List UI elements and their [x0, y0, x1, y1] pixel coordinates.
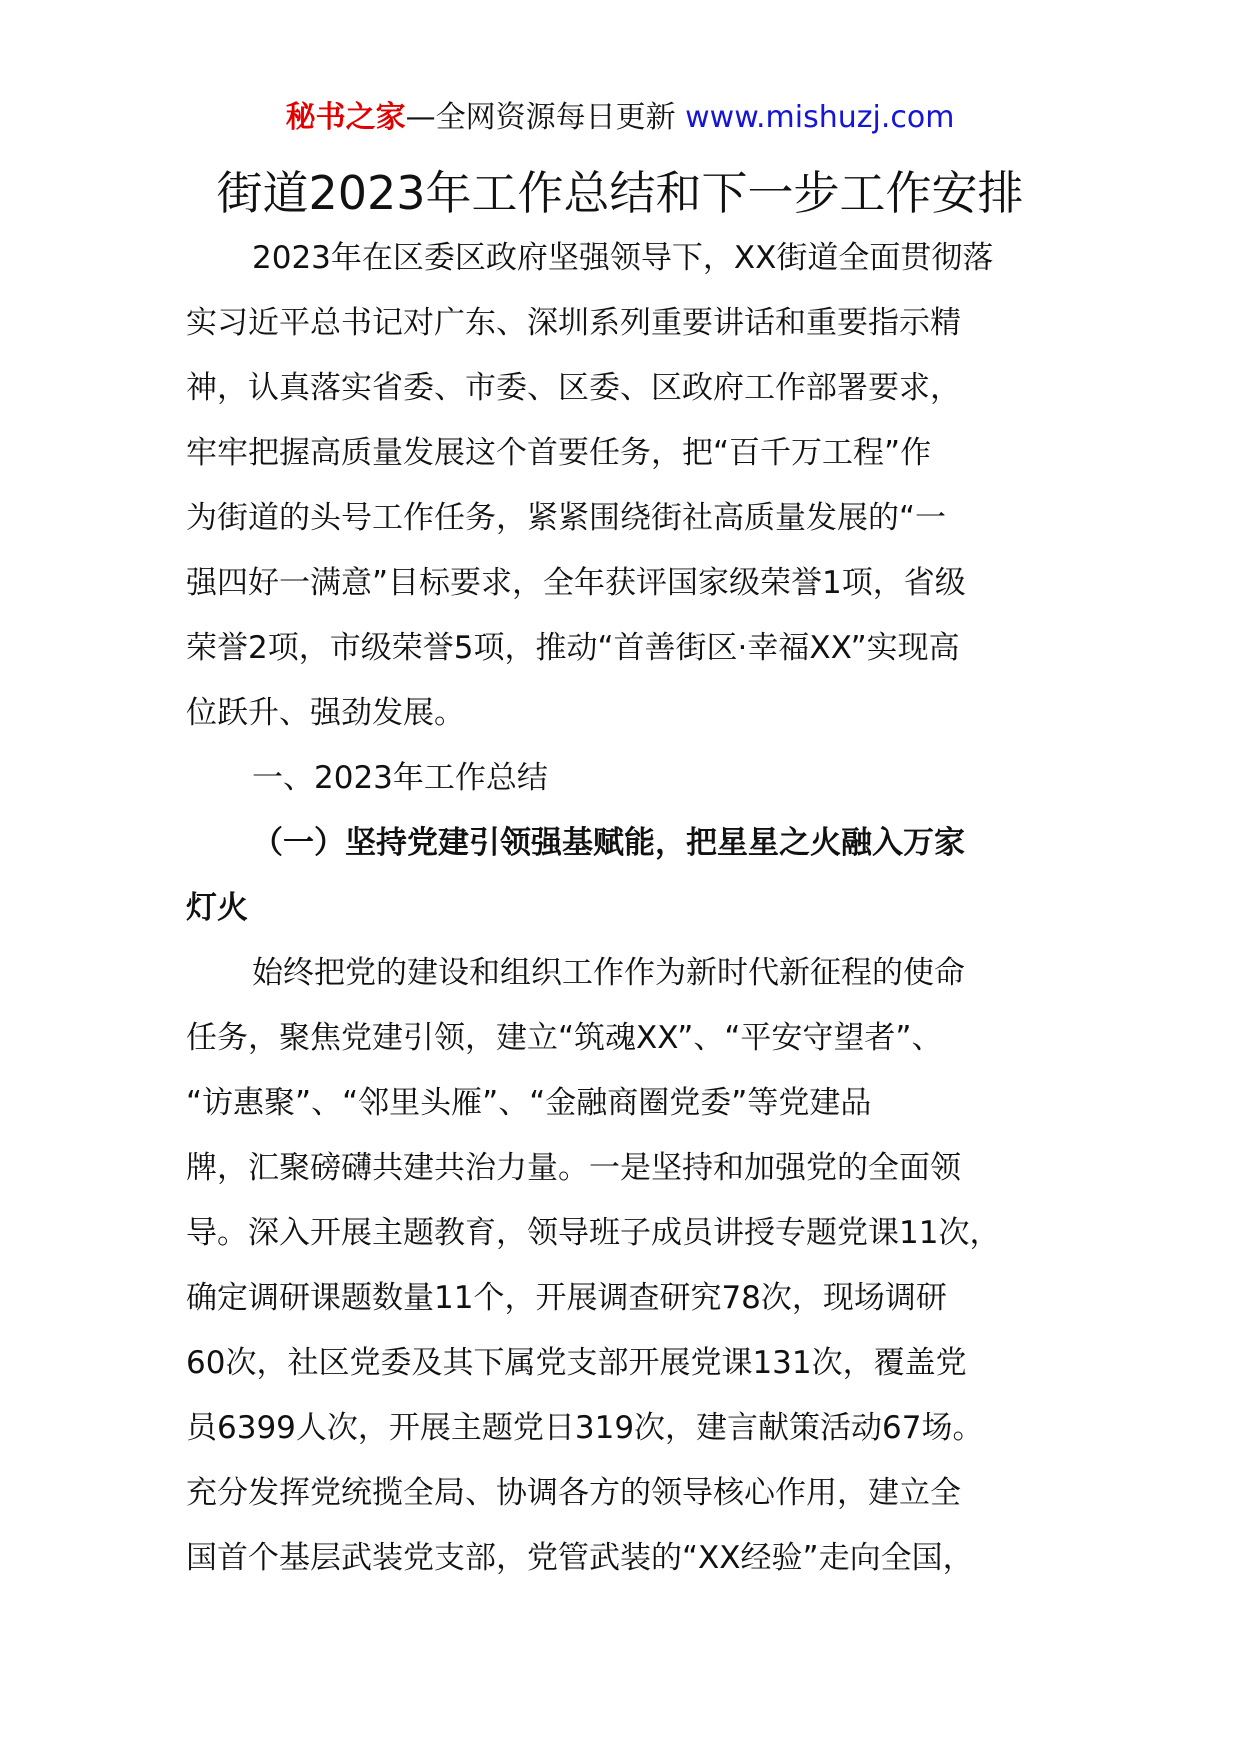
paragraph-line: 为街道的头号工作任务，紧紧围绕街社高质量发展的“一 — [186, 500, 947, 536]
subsection-heading: （一）坚持党建引领强基赋能，把星星之火融入万家 — [252, 825, 965, 861]
document-body — [186, 226, 1066, 1591]
paragraph-line: 国首个基层武装党支部，党管武装的“XX经验”走向全国， — [186, 1540, 974, 1576]
paragraph-line: 强四好一满意”目标要求，全年获评国家级荣誉1项，省级 — [186, 565, 966, 601]
paragraph-line: 始终把党的建设和组织工作作为新时代新征程的使命 — [252, 955, 965, 991]
site-url-link[interactable]: www.mishuzj.com — [685, 100, 955, 135]
paragraph-line: 确定调研课题数量11个，开展调查研究78次，现场调研 — [186, 1280, 947, 1316]
document-title: 街道2023年工作总结和下一步工作安排 — [216, 166, 1024, 220]
paragraph-line: 充分发挥党统揽全局、协调各方的领导核心作用，建立全 — [186, 1475, 961, 1511]
subsection-heading: 灯火 — [186, 890, 248, 926]
paragraph-line: 牢牢把握高质量发展这个首要任务，把“百千万工程”作 — [186, 435, 932, 471]
paragraph-line: 导。深入开展主题教育，领导班子成员讲授专题党课11次， — [186, 1215, 1001, 1251]
paragraph-line: 神，认真落实省委、市委、区委、区政府工作部署要求， — [186, 370, 961, 406]
site-header — [0, 98, 1240, 138]
paragraph-line: 60次，社区党委及其下属党支部开展党课131次，覆盖党 — [186, 1345, 967, 1381]
header-tagline: —全网资源每日更新 — [405, 100, 686, 135]
paragraph-line: 牌，汇聚磅礴共建共治力量。一是坚持和加强党的全面领 — [186, 1150, 961, 1186]
paragraph-line: 员6399人次，开展主题党日319次，建言献策活动67场。 — [186, 1410, 984, 1446]
paragraph-line: 位跃升、强劲发展。 — [186, 695, 465, 731]
section-heading: 一、2023年工作总结 — [252, 760, 548, 796]
paragraph-line: 荣誉2项，市级荣誉5项，推动“首善街区·幸福XX”实现高 — [186, 630, 960, 666]
paragraph-line: 2023年在区委区政府坚强领导下，XX街道全面贯彻落 — [252, 240, 994, 276]
paragraph-line: “访惠聚”、“邻里头雁”、“金融商圈党委”等党建品 — [186, 1085, 872, 1121]
paragraph-line: 实习近平总书记对广东、深圳系列重要讲话和重要指示精 — [186, 305, 961, 341]
paragraph-line: 任务，聚焦党建引领，建立“筑魂XX”、“平安守望者”、 — [186, 1020, 943, 1056]
brand-name: 秘书之家 — [285, 100, 406, 135]
